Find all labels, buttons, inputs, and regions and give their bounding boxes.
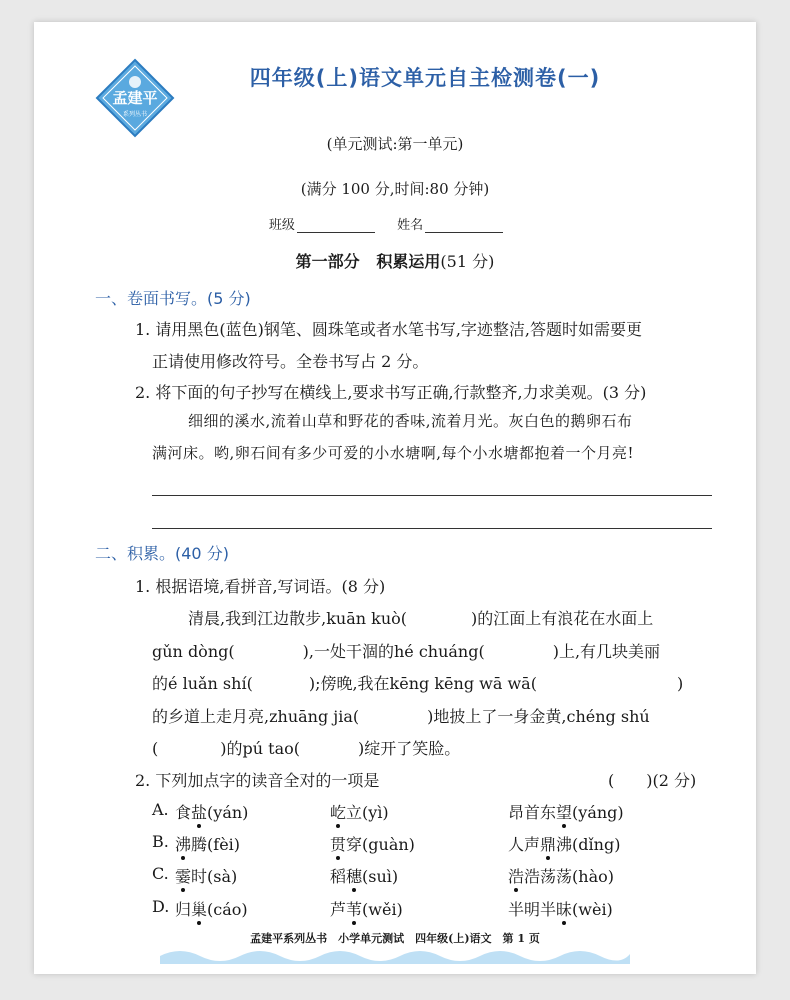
answer-line-1[interactable] bbox=[152, 495, 712, 496]
s2-q2-answer-paren[interactable]: ( )(2 分) bbox=[608, 771, 697, 790]
pinyin-hechuang: hé chuáng bbox=[393, 642, 479, 661]
pinyin-putao: pú tao bbox=[242, 739, 294, 758]
q2-line: 2. 将下面的句子抄写在横线上,要求书写正确,行款整齐,力求美观。(3 分) bbox=[135, 383, 647, 402]
option-text: 穿 bbox=[346, 835, 363, 854]
option-pinyin: (wèi) bbox=[572, 900, 613, 919]
option-letter: C. bbox=[152, 864, 169, 883]
option-pinyin: (yáng) bbox=[572, 803, 624, 822]
pinyin-chengshu: chéng shú bbox=[566, 707, 650, 726]
pinyin-eluanshi: é luǎn shí bbox=[168, 674, 247, 693]
option-item bbox=[330, 832, 415, 855]
dotted-char: 穗 bbox=[346, 864, 362, 887]
pinyin-para-line1: 清晨,我到江边散步,kuān kuò( )的江面上有浪花在水面上 bbox=[188, 609, 654, 628]
pinyin-gundong: gǔn dòng bbox=[152, 642, 229, 661]
dotted-char: 盐 bbox=[191, 800, 207, 823]
option-text: 半明半 bbox=[508, 900, 557, 919]
class-field[interactable] bbox=[297, 218, 375, 233]
option-pinyin: (dǐng) bbox=[572, 835, 621, 854]
dotted-char: 贯 bbox=[330, 832, 346, 855]
option-pinyin: (yán) bbox=[207, 803, 249, 822]
option-row[interactable] bbox=[152, 832, 171, 851]
dotted-char: 霎 bbox=[175, 864, 191, 887]
option-pinyin: (hào) bbox=[572, 867, 614, 886]
option-item bbox=[508, 832, 620, 855]
option-pinyin: (wěi) bbox=[362, 900, 403, 919]
q1-line2: 正请使用修改符号。全卷书写占 2 分。 bbox=[152, 352, 429, 371]
option-row[interactable] bbox=[152, 864, 171, 883]
class-label: 班级 bbox=[268, 218, 295, 233]
option-item bbox=[330, 864, 398, 887]
option-text: 昂首东 bbox=[508, 803, 557, 822]
footer-wave-decoration bbox=[160, 944, 630, 964]
exam-subtitle: (单元测试:第一单元) bbox=[326, 135, 464, 153]
option-text: 稻 bbox=[330, 867, 347, 886]
option-text: 人声 bbox=[508, 835, 541, 854]
option-row[interactable] bbox=[152, 800, 171, 819]
pinyin-para-line2: gǔn dòng( ),一处干涸的hé chuáng( )上,有几块美丽 bbox=[152, 642, 661, 661]
s2-q1: 1. 根据语境,看拼音,写词语。(8 分) bbox=[135, 577, 386, 596]
option-text: 时 bbox=[191, 867, 208, 886]
option-text: 归 bbox=[175, 900, 192, 919]
option-letter: D. bbox=[152, 897, 170, 916]
option-pinyin: (yì) bbox=[362, 803, 389, 822]
option-text: 立 bbox=[346, 803, 363, 822]
option-text: 浩荡荡 bbox=[524, 867, 573, 886]
dotted-char: 沸 bbox=[175, 832, 191, 855]
part-heading: 第一部分 积累运用(51 分) bbox=[295, 252, 495, 271]
option-item bbox=[508, 800, 624, 823]
pinyin-para-line4: 的乡道上走月亮,zhuāng jia( )地披上了一身金黄,chéng shú bbox=[152, 707, 650, 726]
dotted-char: 鼎 bbox=[540, 832, 556, 855]
option-item bbox=[330, 800, 389, 823]
option-text: 腾 bbox=[191, 835, 208, 854]
option-letter: B. bbox=[152, 832, 169, 851]
option-pinyin: (suì) bbox=[362, 867, 399, 886]
dotted-char: 苇 bbox=[346, 897, 362, 920]
page-footer: 孟建平系列丛书 小学单元测试 四年级(上)语文 第 1 页 bbox=[250, 932, 540, 945]
pinyin-para-line5: ( )的pú tao( )绽开了笑脸。 bbox=[152, 739, 461, 758]
option-item bbox=[175, 800, 248, 823]
pinyin-para-line3: 的é luǎn shí( );傍晚,我在kēng kēng wā wā( ) bbox=[152, 674, 684, 693]
exam-title: 四年级(上)语文单元自主检测卷(一) bbox=[249, 66, 601, 90]
svg-text:孟建平: 孟建平 bbox=[112, 89, 158, 107]
student-fields bbox=[0, 214, 790, 233]
option-pinyin: (cáo) bbox=[207, 900, 248, 919]
option-item bbox=[330, 897, 403, 920]
dotted-char: 浩 bbox=[508, 864, 524, 887]
copy-text-line2: 满河床。哟,卵石间有多少可爱的小水塘啊,每个小水塘都抱着一个月亮! bbox=[152, 444, 635, 462]
option-row[interactable] bbox=[152, 897, 171, 916]
pinyin-kuankuo: kuān kuò bbox=[326, 609, 401, 628]
dotted-char: 巢 bbox=[191, 897, 207, 920]
name-label: 姓名 bbox=[397, 218, 424, 233]
option-pinyin: (guàn) bbox=[362, 835, 415, 854]
option-item bbox=[175, 897, 248, 920]
pinyin-zhuangjia: zhuāng jia bbox=[269, 707, 353, 726]
dotted-char: 昧 bbox=[556, 897, 572, 920]
option-pinyin: (sà) bbox=[207, 867, 238, 886]
option-text: 芦 bbox=[330, 900, 347, 919]
s2-q2: 2. 下列加点字的读音全对的一项是 bbox=[135, 771, 380, 790]
option-text: 沸 bbox=[556, 835, 573, 854]
copy-text-line1: 细细的溪水,流着山草和野花的香味,流着月光。灰白色的鹅卵石布 bbox=[188, 412, 633, 430]
svg-text:系列丛书: 系列丛书 bbox=[122, 111, 148, 118]
pinyin-kengkengwawa: kēng kēng wā wā bbox=[389, 674, 531, 693]
option-item bbox=[508, 864, 614, 887]
dotted-char: 屹 bbox=[330, 800, 346, 823]
answer-line-2[interactable] bbox=[152, 528, 712, 529]
dotted-char: 望 bbox=[556, 800, 572, 823]
option-text: 食 bbox=[175, 803, 192, 822]
q1-line1: 1. 请用黑色(蓝色)钢笔、圆珠笔或者水笔书写,字迹整洁,答题时如需要更 bbox=[135, 320, 643, 339]
option-item bbox=[175, 832, 240, 855]
exam-info: (满分 100 分,时间:80 分钟) bbox=[300, 180, 490, 198]
option-letter: A. bbox=[152, 800, 169, 819]
name-field[interactable] bbox=[425, 218, 503, 233]
option-item bbox=[508, 897, 613, 920]
section2-heading: 二、积累。(40 分) bbox=[95, 544, 229, 563]
section1-heading: 一、卷面书写。(5 分) bbox=[95, 289, 251, 308]
option-pinyin: (fèi) bbox=[207, 835, 241, 854]
option-item bbox=[175, 864, 237, 887]
